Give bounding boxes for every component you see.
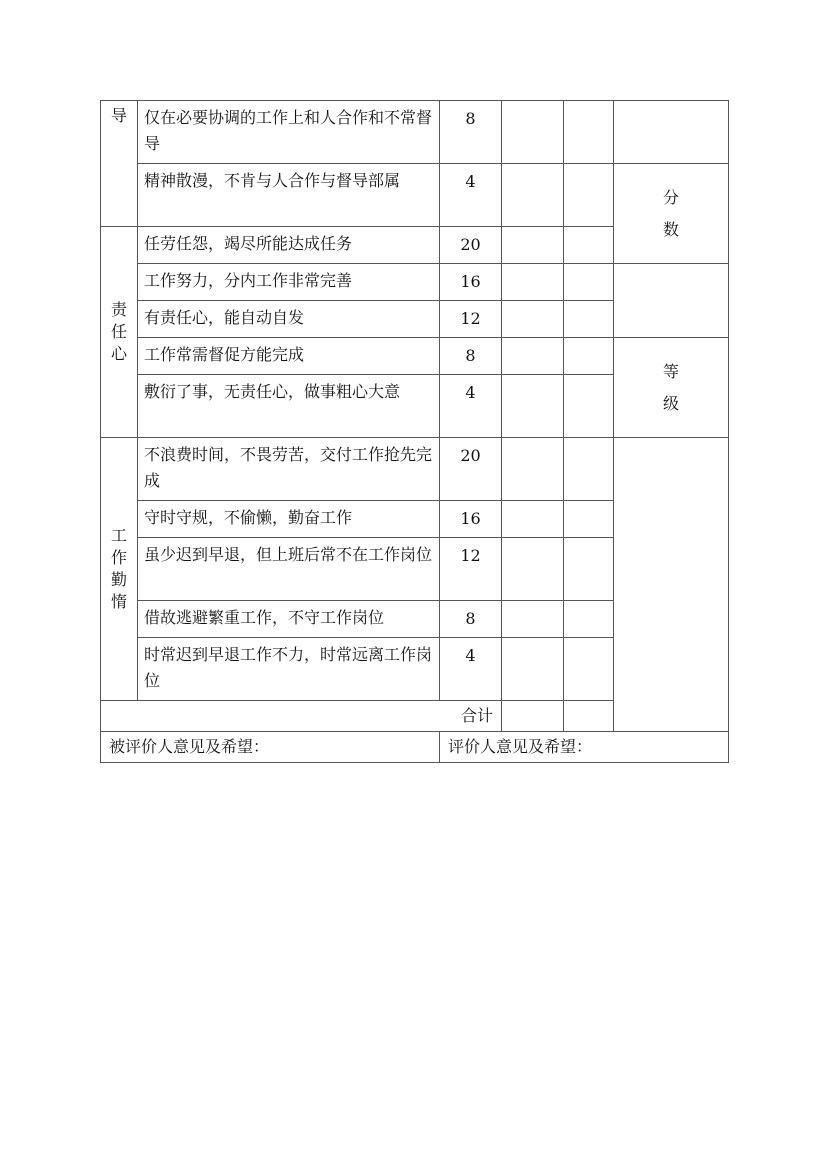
rating-input-cell[interactable]	[502, 601, 564, 638]
score-cell: 8	[440, 338, 502, 375]
category-char: 作	[110, 548, 127, 567]
category-char: 工	[110, 526, 127, 545]
rating-input-cell[interactable]	[502, 227, 564, 264]
category-guide-label: 导	[110, 106, 127, 125]
comments-row	[101, 732, 729, 763]
rating-input-cell[interactable]	[564, 301, 614, 338]
score-label-cell	[614, 164, 729, 264]
criterion-cell: 时常迟到早退工作不力，时常远离工作岗位	[138, 638, 440, 701]
category-diligence-cell	[101, 438, 138, 701]
side-blank-cell	[614, 438, 729, 732]
rating-input-cell[interactable]	[564, 338, 614, 375]
criterion-cell: 敷衍了事，无责任心，做事粗心大意	[138, 375, 440, 438]
rating-input-cell[interactable]	[502, 538, 564, 601]
side-blank-cell	[614, 101, 729, 164]
score-cell: 20	[440, 227, 502, 264]
side-blank-cell	[614, 264, 729, 338]
rating-input-cell[interactable]	[564, 538, 614, 601]
rating-input-cell[interactable]	[502, 164, 564, 227]
grade-label-char: 等	[662, 361, 679, 381]
criterion-cell: 仅在必要协调的工作上和人合作和不常督导	[138, 101, 440, 164]
category-char: 勤	[110, 570, 127, 589]
category-char: 惰	[110, 592, 127, 611]
score-cell: 8	[440, 601, 502, 638]
criterion-cell: 不浪费时间，不畏劳苦，交付工作抢先完成	[138, 438, 440, 501]
rating-input-cell[interactable]	[502, 101, 564, 164]
score-cell: 4	[440, 638, 502, 701]
rating-input-cell[interactable]	[564, 438, 614, 501]
score-cell: 8	[440, 101, 502, 164]
score-cell: 4	[440, 375, 502, 438]
table-row	[101, 438, 729, 501]
rating-input-cell[interactable]	[502, 264, 564, 301]
criterion-cell: 守时守规，不偷懒，勤奋工作	[138, 501, 440, 538]
rating-input-cell[interactable]	[564, 101, 614, 164]
category-char: 责	[110, 300, 127, 319]
table-row	[101, 264, 729, 301]
score-cell: 12	[440, 538, 502, 601]
score-cell: 4	[440, 164, 502, 227]
grade-label-char: 级	[662, 393, 679, 413]
table-row	[101, 164, 729, 227]
criterion-cell: 虽少迟到早退，但上班后常不在工作岗位	[138, 538, 440, 601]
rating-input-cell[interactable]	[564, 227, 614, 264]
score-cell: 16	[440, 501, 502, 538]
category-char: 心	[110, 344, 127, 363]
score-label-char: 数	[662, 219, 679, 239]
grade-label-cell	[614, 338, 729, 438]
evaluatee-comment-cell[interactable]: 被评价人意见及希望：	[101, 732, 440, 763]
rating-input-cell[interactable]	[502, 638, 564, 701]
criterion-cell: 任劳任怨，竭尽所能达成任务	[138, 227, 440, 264]
rating-input-cell[interactable]	[502, 501, 564, 538]
category-char: 任	[110, 322, 127, 341]
criterion-cell: 精神散漫，不肯与人合作与督导部属	[138, 164, 440, 227]
rating-input-cell[interactable]	[564, 601, 614, 638]
score-cell: 12	[440, 301, 502, 338]
criterion-cell: 借故逃避繁重工作，不守工作岗位	[138, 601, 440, 638]
total-input-cell[interactable]	[502, 701, 564, 732]
category-responsibility-cell	[101, 227, 138, 438]
rating-input-cell[interactable]	[564, 501, 614, 538]
rating-input-cell[interactable]	[564, 638, 614, 701]
evaluation-table	[100, 100, 729, 763]
score-cell: 16	[440, 264, 502, 301]
rating-input-cell[interactable]	[564, 264, 614, 301]
rating-input-cell[interactable]	[502, 338, 564, 375]
score-label-char: 分	[662, 187, 679, 207]
criterion-cell: 工作常需督促方能完成	[138, 338, 440, 375]
rating-input-cell[interactable]	[502, 375, 564, 438]
table-row	[101, 338, 729, 375]
rating-input-cell[interactable]	[564, 375, 614, 438]
rating-input-cell[interactable]	[564, 164, 614, 227]
rating-input-cell[interactable]	[502, 301, 564, 338]
criterion-cell: 有责任心，能自动自发	[138, 301, 440, 338]
total-label: 合计	[101, 701, 502, 732]
score-cell: 20	[440, 438, 502, 501]
category-guide-cell	[101, 101, 138, 227]
table-row	[101, 101, 729, 164]
evaluator-comment-cell[interactable]: 评价人意见及希望：	[440, 732, 729, 763]
total-input-cell[interactable]	[564, 701, 614, 732]
rating-input-cell[interactable]	[502, 438, 564, 501]
criterion-cell: 工作努力，分内工作非常完善	[138, 264, 440, 301]
